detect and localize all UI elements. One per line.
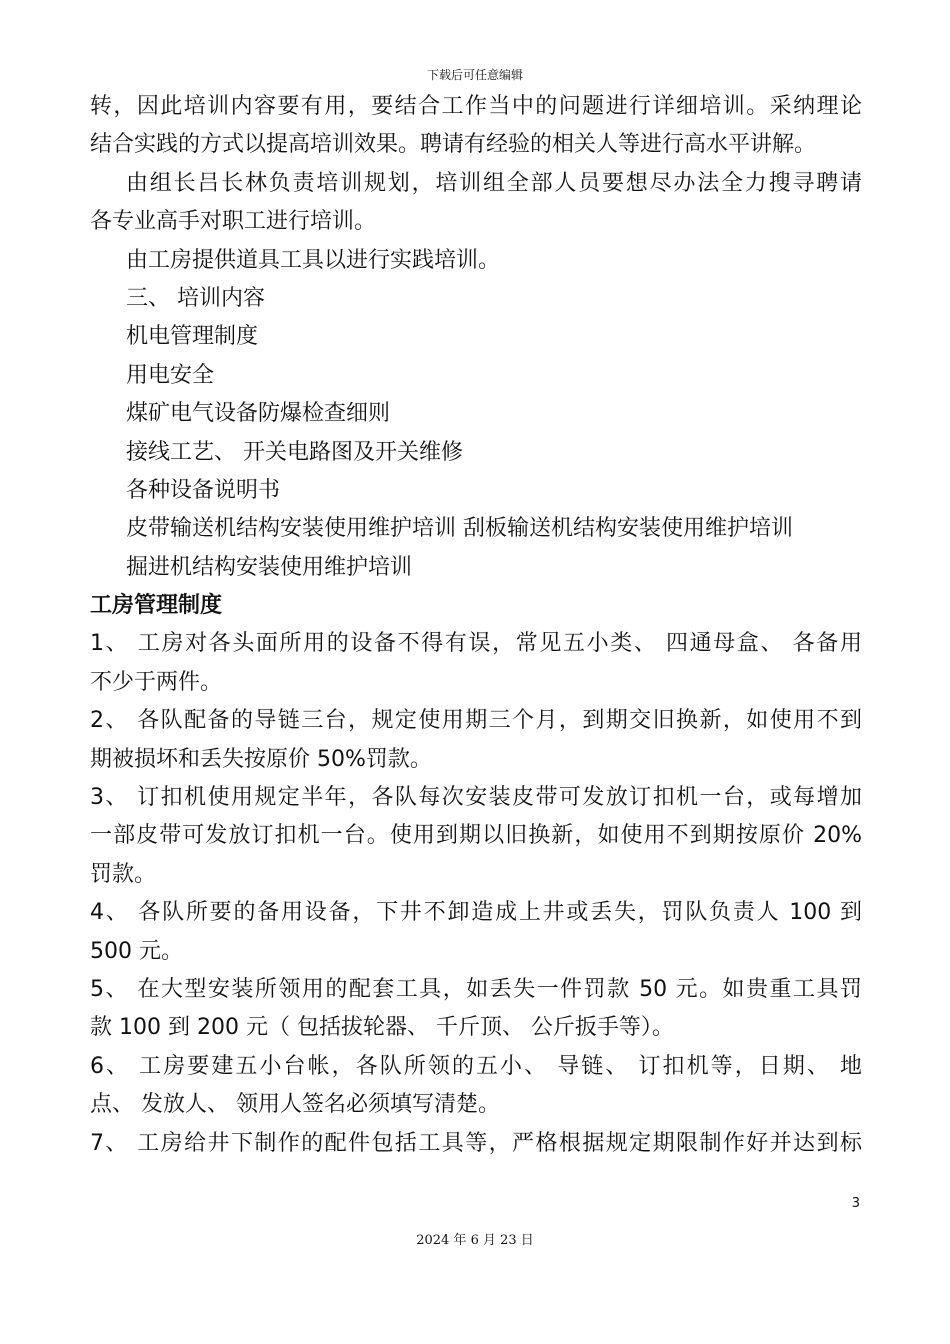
list-item: 煤矿电气设备防爆检查细则 xyxy=(126,401,391,427)
rule-item: 7、 工房给井下制作的配件包括工具等，严格根据规定期限制作好并达到标 xyxy=(90,1130,862,1156)
list-item: 皮带输送机结构安装使用维护培训 刮板输送机结构安装使用维护培训 xyxy=(126,516,793,542)
rule-item: 6、 工房要建五小台帐，各队所领的五小、 导链、 订扣机等，日期、 地 xyxy=(90,1053,862,1079)
page-number: 3 xyxy=(851,1196,860,1211)
rule-item: 3、 订扣机使用规定半年，各队每次安装皮带可发放订扣机一台，或每增加 xyxy=(90,785,862,811)
list-item: 掘进机结构安装使用维护培训 xyxy=(126,554,413,580)
rule-item-cont: 不少于两件。 xyxy=(90,669,223,695)
section-heading: 三、 培训内容 xyxy=(126,285,265,311)
rule-item-cont: 期被损坏和丢失按原价 50%罚款。 xyxy=(90,746,432,772)
paragraph-line: 转，因此培训内容要有用，要结合工作当中的问题进行详细培训。采纳理论 xyxy=(90,94,862,119)
paragraph-line: 结合实践的方式以提高培训效果。聘请有经验的相关人等进行高水平讲解。 xyxy=(90,132,817,158)
rule-item-cont: 点、 发放人、 领用人签名必须填写清楚。 xyxy=(90,1092,500,1118)
rule-item: 2、 各队配备的导链三台，规定使用期三个月，到期交旧换新，如使用不到 xyxy=(90,708,862,734)
rule-item: 4、 各队所要的备用设备，下井不卸造成上井或丢失，罚队负责人 100 到 xyxy=(90,900,862,926)
list-item: 用电安全 xyxy=(126,362,215,388)
rule-item: 1、 工房对各头面所用的设备不得有误，常见五小类、 四通母盒、 各备用 xyxy=(90,631,862,657)
rule-item-cont: 罚款。 xyxy=(90,861,157,887)
section-title: 工房管理制度 xyxy=(90,593,223,619)
paragraph-line: 由组长吕长林负责培训规划，培训组全部人员要想尽办法全力搜寻聘请 xyxy=(126,170,862,196)
list-item: 各种设备说明书 xyxy=(126,477,281,503)
paragraph-line: 各专业高手对职工进行培训。 xyxy=(90,209,377,235)
page-header: 下载后可任意编辑 xyxy=(426,68,523,82)
rule-item-cont: 一部皮带可发放订扣机一台。使用到期以旧换新，如使用不到期按原价 20% xyxy=(90,823,862,849)
document-body xyxy=(90,88,862,1163)
rule-item-cont: 款 100 到 200 元（ 包括拔轮器、 千斤顶、 公斤扳手等）。 xyxy=(90,1015,674,1041)
rule-item-cont: 500 元。 xyxy=(90,938,183,964)
page-footer-date: 2024 年 6 月 23 日 xyxy=(416,1233,534,1248)
list-item: 机电管理制度 xyxy=(126,324,259,350)
list-item: 接线工艺、 开关电路图及开关维修 xyxy=(126,439,463,465)
rule-item: 5、 在大型安装所领用的配套工具，如丢失一件罚款 50 元。如贵重工具罚 xyxy=(90,976,862,1002)
paragraph-line: 由工房提供道具工具以进行实践培训。 xyxy=(126,247,501,273)
